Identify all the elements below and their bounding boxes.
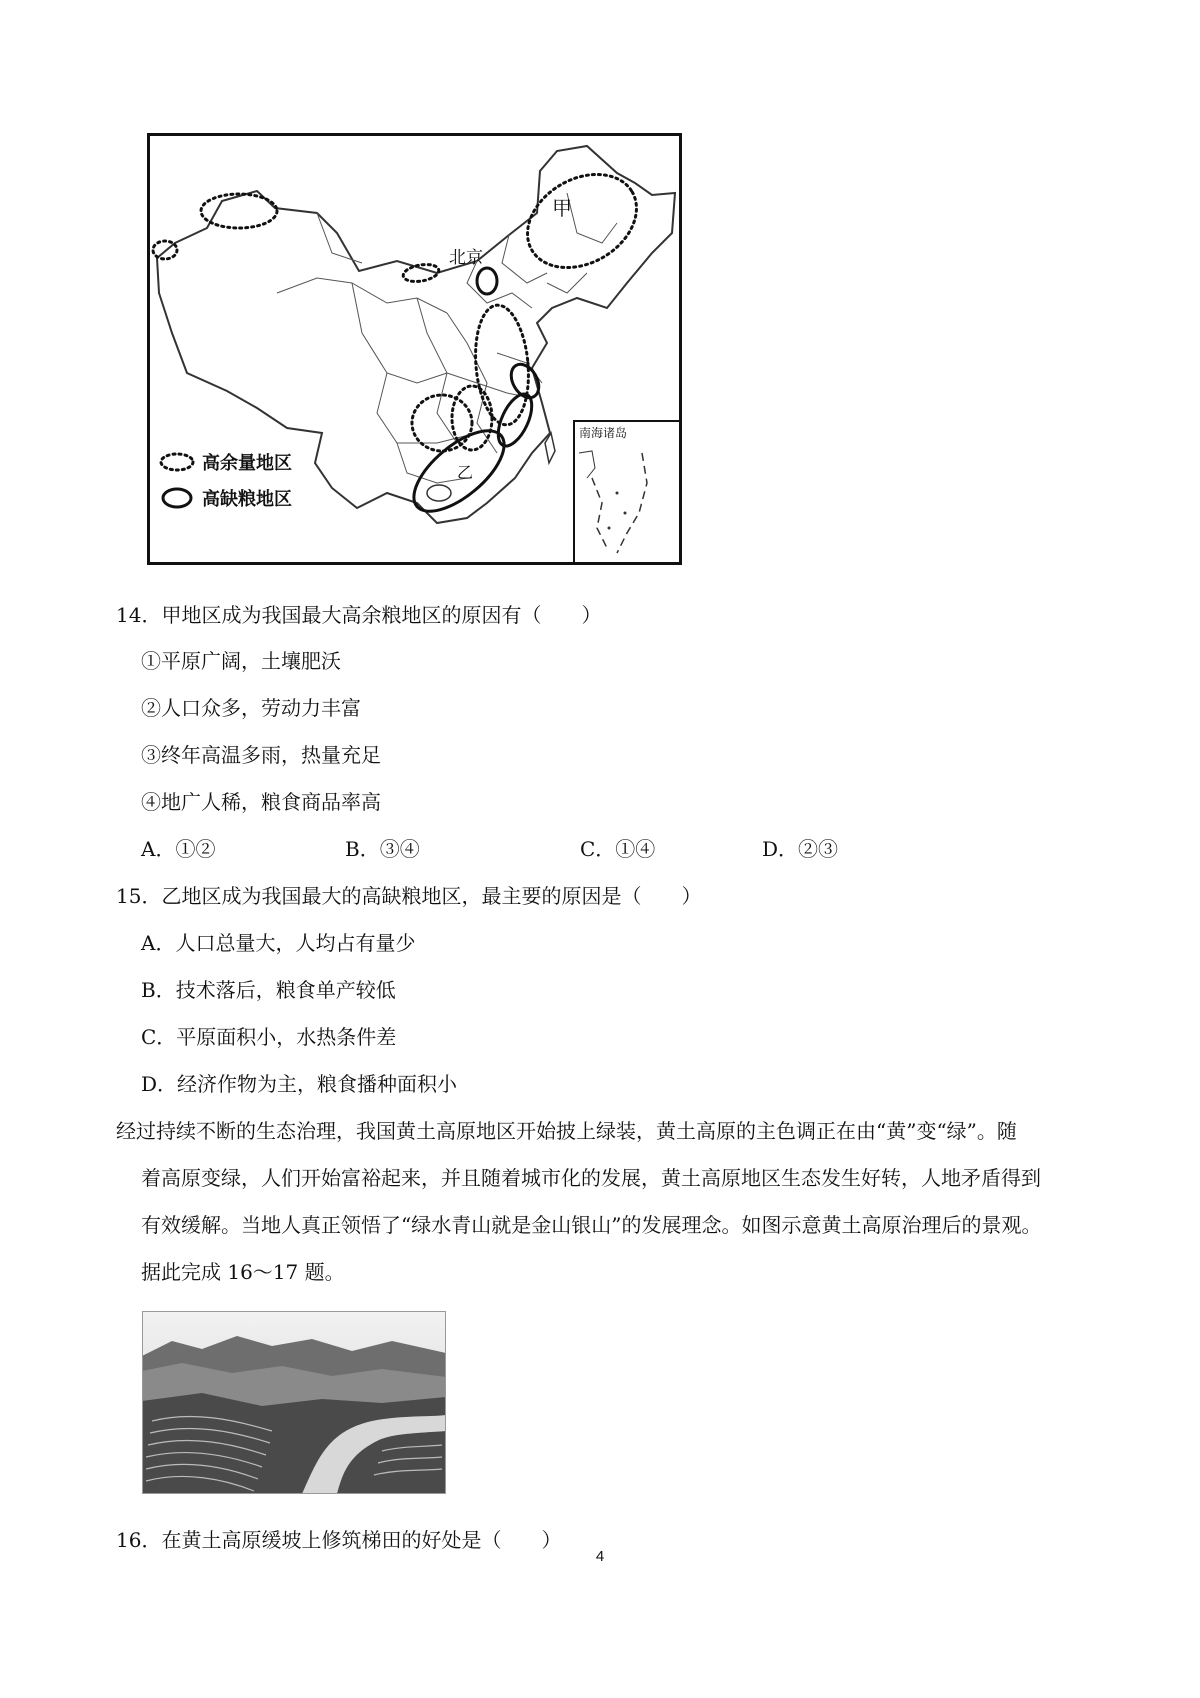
china-grain-map [147,133,682,565]
q14-option-a[interactable]: A．①② [141,837,216,861]
legend-label-surplus: 高余量地区 [202,453,292,474]
legend-label-deficit: 高缺粮地区 [202,489,292,510]
label-yi: 乙 [457,463,474,482]
page-number: 4 [595,1548,605,1565]
passage-line-3: 有效缓解。当地人真正领悟了“绿水青山就是金山银山”的发展理念。如图示意黄土高原治理后的景观。 [141,1213,1042,1237]
q14-option-b[interactable]: B．③④ [345,837,420,861]
q14-item-3: ③终年高温多雨，热量充足 [141,743,381,767]
label-jia: 甲 [552,196,572,220]
q15-option-a[interactable]: A．人口总量大，人均占有量少 [141,931,416,955]
q16-stem: 16．在黄土高原缓坡上修筑梯田的好处是（ ） [116,1528,562,1552]
passage-line-1: 经过持续不断的生态治理，我国黄土高原地区开始披上绿装，黄土高原的主色调正在由“黄”变“绿”。随 [116,1119,1017,1143]
inset-title: 南海诸岛 [579,426,628,440]
q15-option-b[interactable]: B．技术落后，粮食单产较低 [141,978,396,1002]
q15-option-c[interactable]: C．平原面积小，水热条件差 [141,1025,397,1049]
passage-line-4: 据此完成 16～17 题。 [141,1260,345,1284]
q14-item-1: ①平原广阔，土壤肥沃 [141,649,341,673]
q14-option-c[interactable]: C．①④ [580,837,656,861]
q14-item-4: ④地广人稀，粮食商品率高 [141,790,381,814]
loess-plateau-terrace-photo [142,1311,446,1494]
passage-line-2: 着高原变绿，人们开始富裕起来，并且随着城市化的发展，黄土高原地区生态发生好转，人地矛盾得到 [141,1166,1041,1190]
label-beijing: 北京 [449,248,483,268]
south-china-sea-inset [574,421,680,563]
q14-option-d[interactable]: D．②③ [762,837,839,861]
q14-item-2: ②人口众多，劳动力丰富 [141,696,361,720]
q14-stem: 14．甲地区成为我国最大高余粮地区的原因有（ ） [116,603,602,627]
q15-option-d[interactable]: D．经济作物为主，粮食播种面积小 [141,1072,458,1096]
q15-stem: 15．乙地区成为我国最大的高缺粮地区，最主要的原因是（ ） [116,884,702,908]
